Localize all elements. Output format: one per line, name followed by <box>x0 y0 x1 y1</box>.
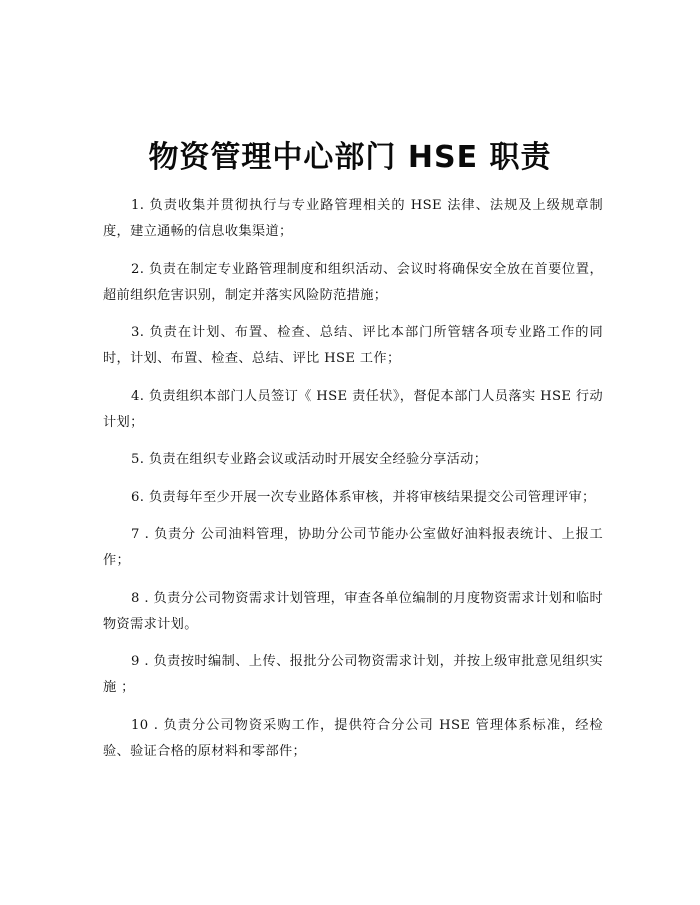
duty-clause-4: 4. 负责组织本部门人员签订《 HSE 责任状》，督促本部门人员落实 HSE 行动计划； <box>103 388 603 430</box>
duty-clause-list <box>103 193 603 776</box>
duty-clause-3: 3. 负责在计划、布置、检查、总结、评比本部门所管辖各项专业路工作的同时，计划、布置、检查、总结、评比 HSE 工作； <box>103 325 603 366</box>
duty-clause-2: 2. 负责在制定专业路管理制度和组织活动、会议时将确保安全放在首要位置，超前组织危害识别，制定并落实风险防范措施； <box>103 261 603 303</box>
duty-clause-1: 1. 负责收集并贯彻执行与专业路管理相关的 HSE 法律、法规及上级规章制度，建立通畅的信息收集渠道； <box>103 198 603 239</box>
duty-clause-10: 10 . 负责分公司物资采购工作，提供符合分公司 HSE 管理体系标准，经检验、验证合格的原材料和零部件； <box>103 717 603 759</box>
page-title: 物资管理中心部门 HSE 职责 <box>148 140 552 176</box>
duty-clause-7: 7 . 负责分 公司油料管理，协助分公司节能办公室做好油料报表统计、上报工作； <box>103 527 603 568</box>
duty-clause-6: 6. 负责每年至少开展一次专业路体系审核，并将审核结果提交公司管理评审； <box>131 489 596 505</box>
duty-clause-8: 8 . 负责分公司物资需求计划管理，审查各单位编制的月度物资需求计划和临时物资需求计划。 <box>103 590 603 632</box>
duty-clause-9: 9 . 负责按时编制、上传、报批分公司物资需求计划，并按上级审批意见组织实施 ； <box>103 654 603 695</box>
duty-clause-5: 5. 负责在组织专业路会议或活动时开展安全经验分享活动； <box>131 452 488 467</box>
